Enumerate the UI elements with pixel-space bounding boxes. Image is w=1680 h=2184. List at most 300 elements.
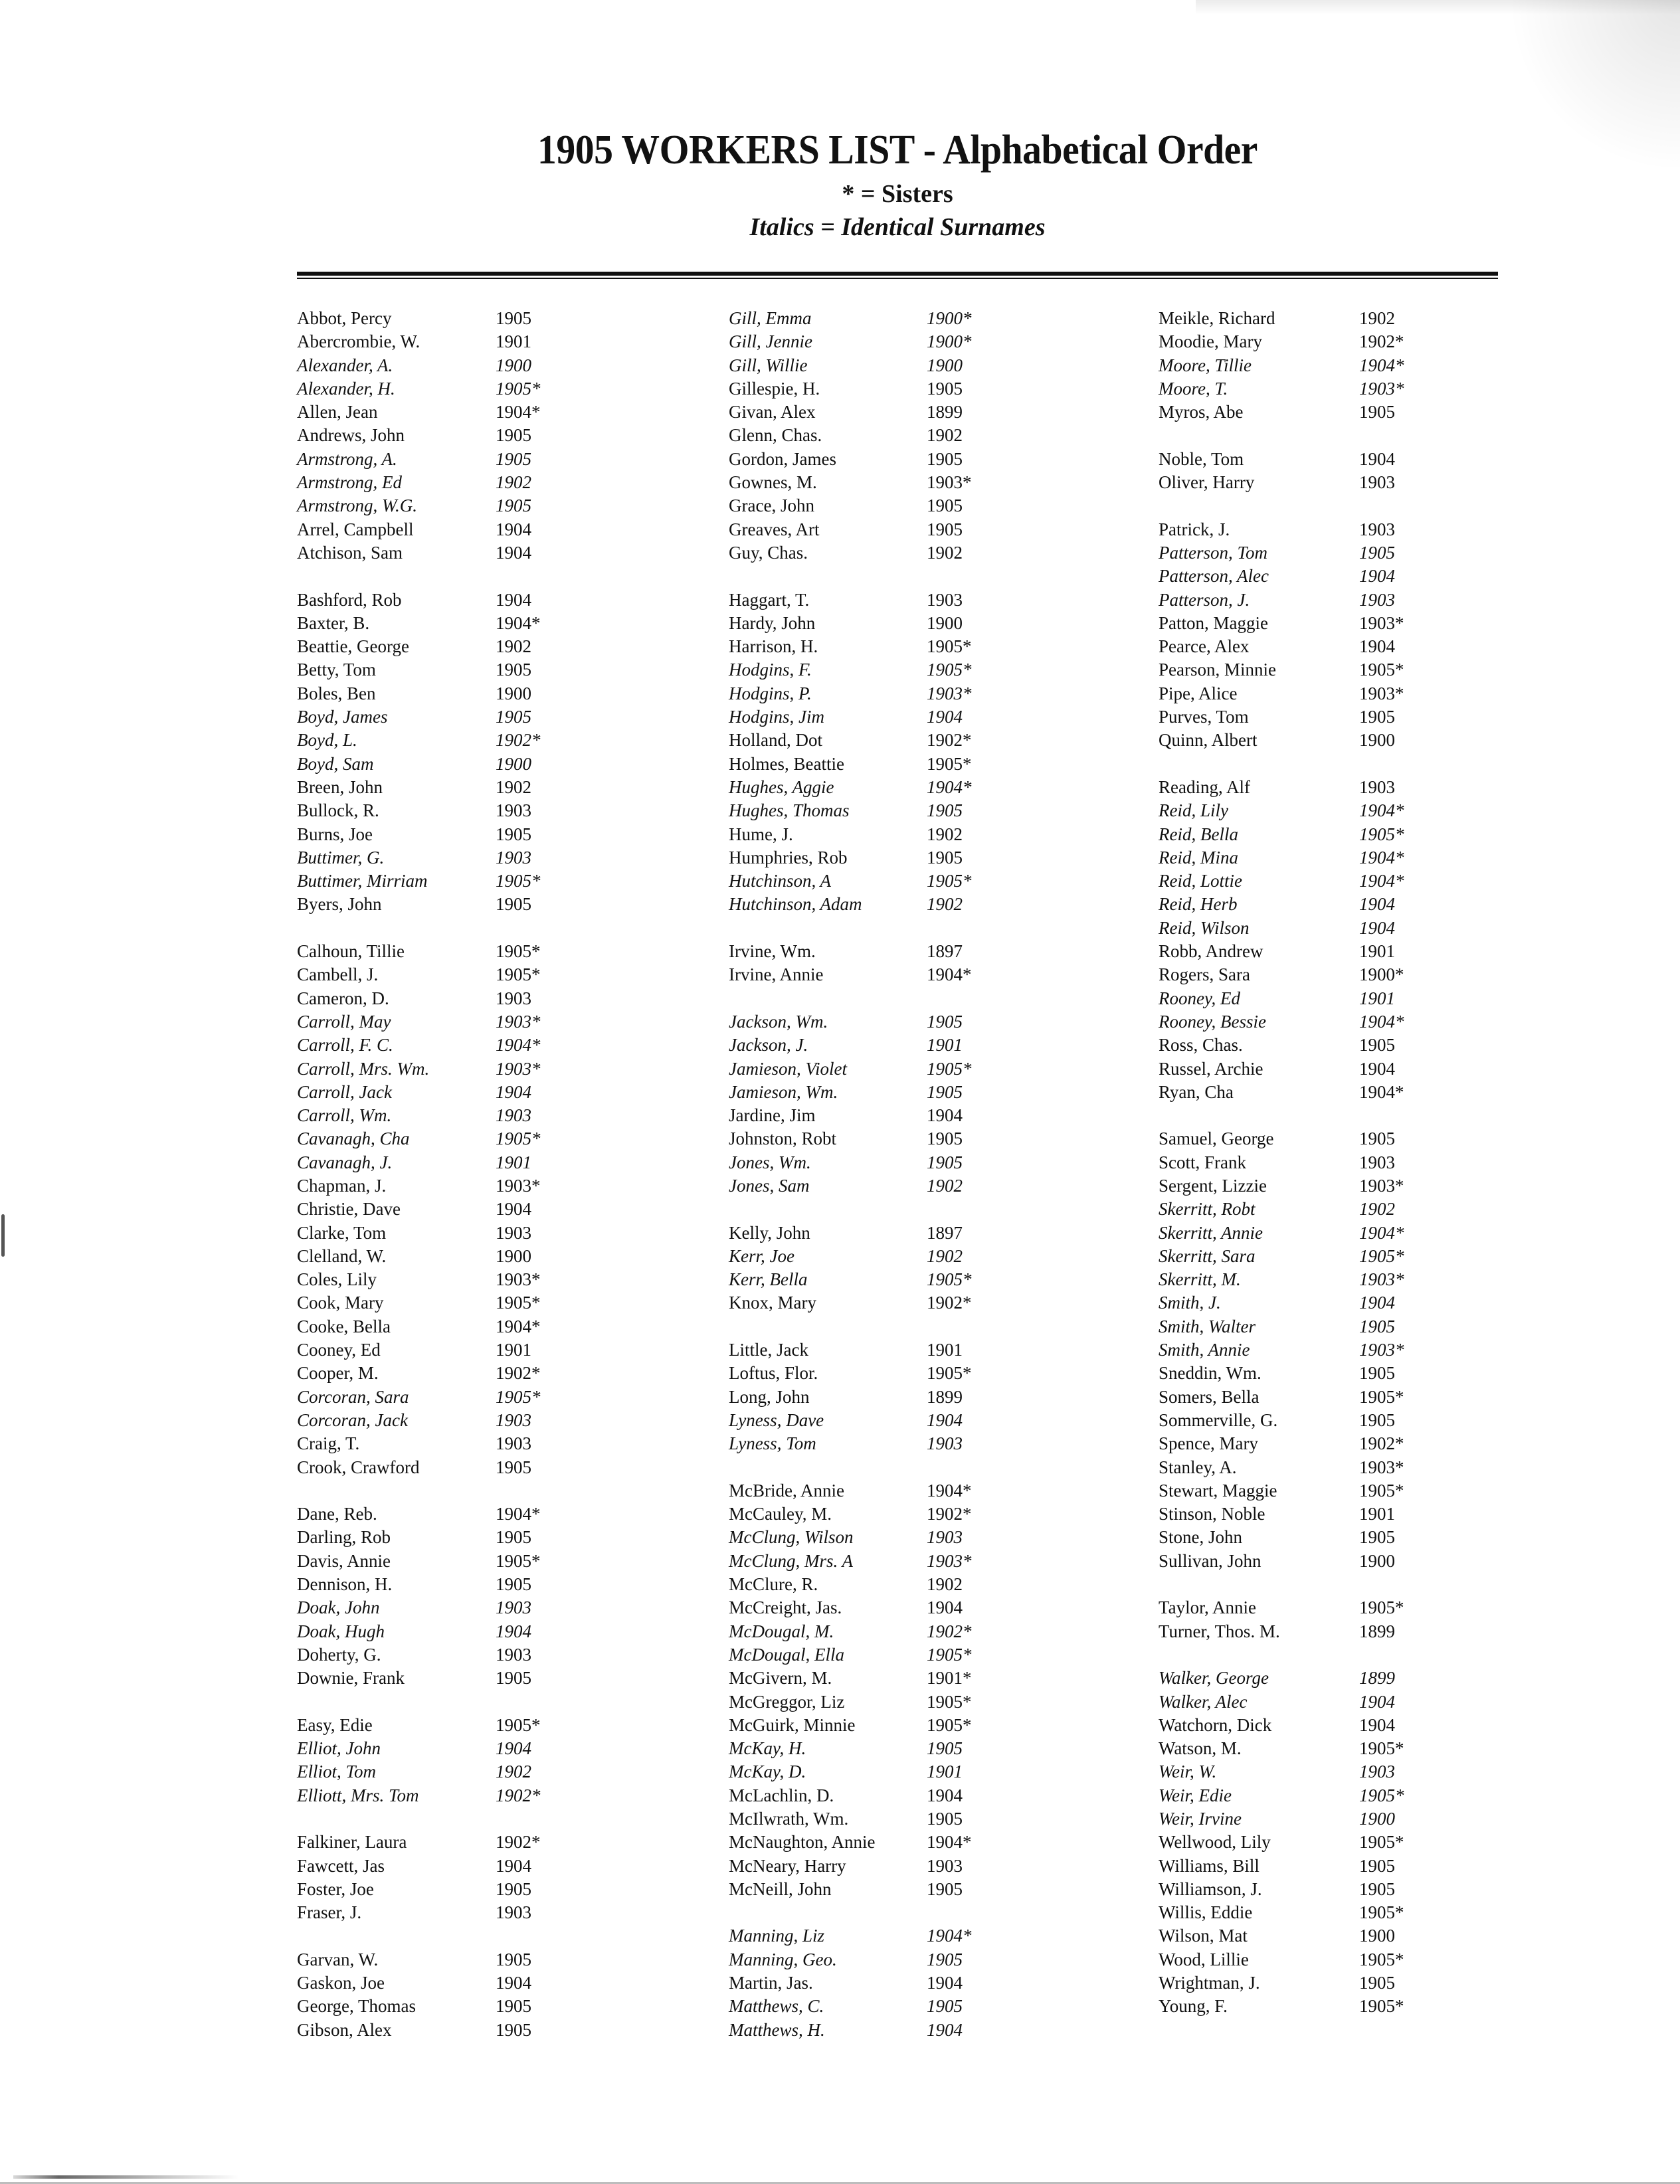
- worker-name: Skerritt, Annie: [1159, 1222, 1263, 1243]
- worker-name: Doak, Hugh: [297, 1621, 385, 1641]
- worker-year: 1904: [927, 1785, 963, 1805]
- worker-year: 1902: [927, 1245, 963, 1266]
- worker-name: Little, Jack: [729, 1340, 808, 1360]
- worker-year: 1902*: [496, 1785, 541, 1805]
- worker-name: Boyd, Sam: [297, 753, 374, 774]
- worker-name: Fawcett, Jas: [297, 1855, 385, 1876]
- worker-name: Meikle, Richard: [1159, 308, 1275, 328]
- worker-name: Reid, Bella: [1159, 824, 1238, 844]
- worker-name: Gill, Emma: [729, 308, 812, 328]
- worker-year: 1900: [927, 355, 963, 375]
- worker-year: 1905*: [496, 1293, 541, 1313]
- worker-year: 1905: [496, 448, 531, 469]
- worker-name: Kelly, John: [729, 1222, 810, 1243]
- worker-name: Gill, Jennie: [729, 331, 812, 352]
- worker-name: McBride, Annie: [729, 1480, 844, 1501]
- worker-year: 1904*: [496, 402, 541, 422]
- worker-name: Carroll, F. C.: [297, 1035, 393, 1055]
- worker-name: Glenn, Chas.: [729, 425, 822, 446]
- worker-year: 1900: [1359, 1550, 1395, 1571]
- worker-name: Garvan, W.: [297, 1949, 379, 1969]
- worker-name: Watson, M.: [1159, 1738, 1242, 1759]
- worker-name: Moore, T.: [1159, 378, 1228, 399]
- worker-year: 1904: [1359, 1714, 1395, 1735]
- worker-year: 1899: [1359, 1668, 1395, 1688]
- worker-name: Quinn, Albert: [1159, 730, 1258, 751]
- worker-year: 1903: [1359, 1762, 1395, 1782]
- worker-year: 1905: [496, 496, 531, 516]
- worker-name: McGreggor, Liz: [729, 1691, 845, 1712]
- worker-year: 1900: [1359, 1809, 1395, 1829]
- worker-name: Sullivan, John: [1159, 1550, 1261, 1571]
- worker-year: 1904: [1359, 917, 1395, 938]
- worker-name: Pearson, Minnie: [1159, 660, 1276, 680]
- worker-name: Ryan, Cha: [1159, 1081, 1234, 1102]
- worker-year: 1901: [496, 331, 531, 352]
- worker-name: McGivern, M.: [729, 1668, 832, 1688]
- worker-year: 1904*: [496, 1316, 541, 1336]
- worker-year: 1902: [496, 472, 531, 493]
- worker-name: Stone, John: [1159, 1527, 1243, 1548]
- worker-year: 1904: [496, 1199, 531, 1220]
- worker-year: 1905: [496, 1996, 531, 2017]
- worker-name: Craig, T.: [297, 1433, 360, 1454]
- worker-year: 1905*: [927, 660, 972, 680]
- worker-year: 1905: [1359, 1316, 1395, 1336]
- worker-year: 1905*: [1359, 1386, 1404, 1407]
- worker-year: 1903*: [927, 683, 972, 703]
- worker-year: 1905: [927, 1878, 963, 1899]
- worker-year: 1902: [927, 1574, 963, 1595]
- worker-year: 1905*: [927, 1269, 972, 1290]
- worker-year: 1905*: [1359, 1480, 1404, 1501]
- worker-name: Sommerville, G.: [1159, 1410, 1278, 1430]
- worker-year: 1904*: [1359, 1081, 1404, 1102]
- scan-shadow: [1507, 0, 1680, 173]
- worker-name: Abbot, Percy: [297, 308, 392, 328]
- worker-year: 1904: [1359, 636, 1395, 657]
- worker-name: Irvine, Wm.: [729, 941, 816, 962]
- worker-name: Pearce, Alex: [1159, 636, 1250, 657]
- worker-name: Irvine, Annie: [729, 964, 824, 985]
- worker-name: Gownes, M.: [729, 472, 817, 493]
- worker-name: Gillespie, H.: [729, 378, 820, 399]
- worker-year: 1903*: [1359, 1269, 1404, 1290]
- worker-year: 1901: [1359, 988, 1395, 1008]
- worker-name: Doherty, G.: [297, 1644, 381, 1665]
- worker-name: Russel, Archie: [1159, 1058, 1263, 1079]
- worker-name: Wrightman, J.: [1159, 1973, 1260, 1993]
- worker-name: Abercrombie, W.: [297, 331, 420, 352]
- worker-name: Scott, Frank: [1159, 1152, 1246, 1172]
- worker-name: Skerritt, Sara: [1159, 1245, 1256, 1266]
- worker-name: Manning, Liz: [729, 1926, 825, 1946]
- worker-year: 1905: [496, 308, 531, 328]
- worker-year: 1905: [496, 1574, 531, 1595]
- worker-year: 1905: [927, 1129, 963, 1149]
- worker-year: 1902*: [927, 1621, 972, 1641]
- worker-year: 1904: [496, 542, 531, 563]
- worker-name: Arrel, Campbell: [297, 519, 414, 539]
- worker-year: 1905: [1359, 1129, 1395, 1149]
- worker-name: Bashford, Rob: [297, 589, 402, 610]
- worker-name: Weir, Edie: [1159, 1785, 1232, 1805]
- worker-year: 1905*: [927, 1714, 972, 1735]
- worker-name: McCauley, M.: [729, 1504, 832, 1524]
- worker-year: 1905*: [1359, 1902, 1404, 1923]
- worker-year: 1904: [927, 1410, 963, 1430]
- worker-name: Baxter, B.: [297, 612, 370, 633]
- worker-name: Alexander, A.: [297, 355, 393, 375]
- worker-name: Carroll, Jack: [297, 1081, 392, 1102]
- worker-year: 1899: [1359, 1621, 1395, 1641]
- worker-year: 1903: [496, 988, 531, 1008]
- worker-year: 1905: [496, 1457, 531, 1477]
- worker-name: Grace, John: [729, 496, 814, 516]
- worker-year: 1900: [927, 612, 963, 633]
- worker-name: Hughes, Thomas: [729, 800, 850, 821]
- worker-name: McKay, D.: [729, 1762, 806, 1782]
- worker-name: Carroll, May: [297, 1011, 391, 1032]
- worker-year: 1905: [1359, 1410, 1395, 1430]
- worker-name: Williams, Bill: [1159, 1855, 1260, 1876]
- worker-year: 1903*: [1359, 683, 1404, 703]
- worker-year: 1902*: [496, 1832, 541, 1853]
- worker-year: 1904*: [1359, 871, 1404, 891]
- worker-year: 1901*: [927, 1668, 972, 1688]
- worker-name: Falkiner, Laura: [297, 1832, 407, 1853]
- worker-year: 1903: [1359, 519, 1395, 539]
- worker-name: Rooney, Bessie: [1159, 1011, 1266, 1032]
- worker-name: Andrews, John: [297, 425, 405, 446]
- worker-year: 1905: [927, 448, 963, 469]
- worker-name: Watchorn, Dick: [1159, 1714, 1272, 1735]
- italics-legend: Italics = Identical Surnames: [749, 213, 1046, 241]
- worker-name: Christie, Dave: [297, 1199, 401, 1220]
- worker-year: 1903: [1359, 1152, 1395, 1172]
- worker-name: Hodgins, F.: [729, 660, 812, 680]
- worker-name: Elliott, Mrs. Tom: [297, 1785, 419, 1805]
- worker-name: Hardy, John: [729, 612, 816, 633]
- worker-year: 1903: [496, 1597, 531, 1618]
- worker-year: 1905: [496, 894, 531, 915]
- worker-name: Sneddin, Wm.: [1159, 1363, 1261, 1384]
- worker-year: 1904: [1359, 1691, 1395, 1712]
- worker-year: 1900*: [927, 308, 972, 328]
- worker-year: 1904: [1359, 566, 1395, 587]
- worker-year: 1905: [1359, 1855, 1395, 1876]
- worker-year: 1905*: [927, 1363, 972, 1384]
- worker-name: Pipe, Alice: [1159, 683, 1238, 703]
- worker-name: Moore, Tillie: [1159, 355, 1252, 375]
- worker-year: 1904: [496, 1855, 531, 1876]
- worker-year: 1902: [927, 542, 963, 563]
- worker-name: Cavanagh, Cha: [297, 1129, 410, 1149]
- worker-name: Davis, Annie: [297, 1550, 391, 1571]
- worker-year: 1905: [927, 1152, 963, 1172]
- worker-year: 1900: [496, 683, 531, 703]
- scan-shadow-top: [1196, 0, 1680, 15]
- worker-name: Young, F.: [1159, 1996, 1228, 2017]
- worker-name: Downie, Frank: [297, 1668, 405, 1688]
- worker-name: McDougal, Ella: [729, 1644, 844, 1665]
- worker-year: 1902: [496, 1762, 531, 1782]
- worker-year: 1904*: [496, 1035, 541, 1055]
- worker-name: Reid, Mina: [1159, 847, 1238, 867]
- worker-name: McNeary, Harry: [729, 1855, 846, 1876]
- worker-year: 1905*: [1359, 1996, 1404, 2017]
- worker-name: Humphries, Rob: [729, 847, 848, 867]
- worker-name: Jackson, Wm.: [729, 1011, 828, 1032]
- worker-year: 1902*: [496, 1363, 541, 1384]
- worker-name: McGuirk, Minnie: [729, 1714, 856, 1735]
- worker-name: Foster, Joe: [297, 1878, 374, 1899]
- header-rule-thin: [297, 278, 1498, 279]
- worker-year: 1905: [496, 425, 531, 446]
- worker-year: 1903: [1359, 589, 1395, 610]
- worker-year: 1903*: [1359, 1175, 1404, 1196]
- worker-name: Corcoran, Jack: [297, 1410, 408, 1430]
- worker-year: 1905*: [496, 1714, 541, 1735]
- worker-name: Kerr, Bella: [729, 1269, 808, 1290]
- worker-name: Willis, Eddie: [1159, 1902, 1253, 1923]
- worker-year: 1905*: [1359, 1597, 1404, 1618]
- worker-name: Harrison, H.: [729, 636, 818, 657]
- worker-year: 1903: [1359, 472, 1395, 493]
- worker-name: Armstrong, A.: [297, 448, 397, 469]
- worker-year: 1903: [927, 1527, 963, 1548]
- worker-year: 1899: [927, 402, 963, 422]
- worker-year: 1904: [496, 1973, 531, 1993]
- worker-year: 1905*: [927, 1644, 972, 1665]
- worker-name: Bullock, R.: [297, 800, 379, 821]
- worker-year: 1901: [1359, 1504, 1395, 1524]
- worker-name: Matthews, H.: [729, 2019, 825, 2040]
- worker-year: 1903: [927, 589, 963, 610]
- worker-name: Hodgins, P.: [729, 683, 812, 703]
- worker-year: 1904: [1359, 894, 1395, 915]
- worker-name: Buttimer, G.: [297, 847, 385, 867]
- worker-year: 1905: [496, 707, 531, 727]
- worker-name: Skerritt, M.: [1159, 1269, 1241, 1290]
- worker-year: 1904*: [927, 1480, 972, 1501]
- worker-name: Williamson, J.: [1159, 1878, 1262, 1899]
- worker-name: Skerritt, Robt: [1159, 1199, 1256, 1220]
- worker-name: Fraser, J.: [297, 1902, 362, 1923]
- worker-name: Rogers, Sara: [1159, 964, 1250, 985]
- worker-year: 1904*: [927, 964, 972, 985]
- worker-name: McClure, R.: [729, 1574, 818, 1595]
- worker-year: 1905*: [1359, 1738, 1404, 1759]
- worker-year: 1905*: [927, 1691, 972, 1712]
- worker-name: Jones, Wm.: [729, 1152, 811, 1172]
- worker-year: 1903: [496, 1433, 531, 1454]
- worker-year: 1903: [927, 1855, 963, 1876]
- worker-year: 1905*: [927, 1058, 972, 1079]
- worker-name: Moodie, Mary: [1159, 331, 1262, 352]
- worker-name: Lyness, Tom: [729, 1433, 816, 1454]
- worker-year: 1900: [496, 753, 531, 774]
- worker-year: 1903*: [496, 1175, 541, 1196]
- worker-name: George, Thomas: [297, 1996, 416, 2017]
- worker-year: 1904: [496, 589, 531, 610]
- worker-name: Hughes, Aggie: [729, 776, 834, 797]
- page-header: [297, 130, 1498, 240]
- worker-name: McCreight, Jas.: [729, 1597, 842, 1618]
- worker-name: Manning, Geo.: [729, 1949, 837, 1969]
- worker-name: Holland, Dot: [729, 730, 822, 751]
- worker-name: Jackson, J.: [729, 1035, 808, 1055]
- worker-name: Cook, Mary: [297, 1293, 384, 1313]
- worker-year: 1902*: [496, 730, 541, 751]
- worker-year: 1904: [927, 707, 963, 727]
- worker-year: 1905: [1359, 1878, 1395, 1899]
- worker-year: 1904: [927, 2019, 963, 2040]
- worker-name: Byers, John: [297, 894, 382, 915]
- worker-year: 1897: [927, 1222, 963, 1243]
- worker-name: Clelland, W.: [297, 1245, 387, 1266]
- worker-year: 1905: [496, 1527, 531, 1548]
- worker-name: McClung, Wilson: [729, 1527, 854, 1548]
- worker-name: Carroll, Mrs. Wm.: [297, 1058, 430, 1079]
- worker-name: Jamieson, Wm.: [729, 1081, 838, 1102]
- worker-year: 1902: [1359, 1199, 1395, 1220]
- worker-name: Wellwood, Lily: [1159, 1832, 1271, 1853]
- worker-name: Carroll, Wm.: [297, 1105, 392, 1126]
- worker-name: Johnston, Robt: [729, 1129, 837, 1149]
- worker-year: 1902: [496, 636, 531, 657]
- worker-year: 1905: [496, 2019, 531, 2040]
- worker-year: 1905*: [496, 1550, 541, 1571]
- worker-name: Corcoran, Sara: [297, 1386, 409, 1407]
- worker-year: 1905: [927, 1949, 963, 1969]
- worker-year: 1902*: [1359, 1433, 1404, 1454]
- worker-year: 1902: [1359, 308, 1395, 328]
- worker-year: 1900: [496, 1245, 531, 1266]
- worker-year: 1905*: [1359, 1785, 1404, 1805]
- worker-year: 1905: [496, 1668, 531, 1688]
- worker-year: 1903*: [1359, 612, 1404, 633]
- worker-name: Reid, Herb: [1159, 894, 1238, 915]
- worker-name: Kerr, Joe: [729, 1245, 794, 1266]
- worker-name: McNaughton, Annie: [729, 1832, 876, 1853]
- worker-name: Smith, Walter: [1159, 1316, 1256, 1336]
- worker-year: 1905: [1359, 1035, 1395, 1055]
- worker-year: 1904*: [927, 1926, 972, 1946]
- worker-name: Hume, J.: [729, 824, 793, 844]
- worker-name: Hutchinson, A: [729, 871, 831, 891]
- worker-year: 1900*: [1359, 964, 1404, 985]
- worker-name: Allen, Jean: [297, 402, 378, 422]
- worker-name: Wilson, Mat: [1159, 1926, 1248, 1946]
- worker-year: 1905*: [927, 753, 972, 774]
- worker-year: 1899: [927, 1386, 963, 1407]
- worker-name: Somers, Bella: [1159, 1386, 1260, 1407]
- worker-year: 1903: [496, 1410, 531, 1430]
- worker-year: 1903: [496, 1222, 531, 1243]
- worker-year: 1903*: [1359, 1340, 1404, 1360]
- worker-year: 1902: [927, 824, 963, 844]
- worker-year: 1904: [496, 1621, 531, 1641]
- worker-name: McLachlin, D.: [729, 1785, 834, 1805]
- worker-year: 1901: [496, 1152, 531, 1172]
- worker-year: 1904: [1359, 1293, 1395, 1313]
- worker-year: 1904*: [1359, 355, 1404, 375]
- worker-name: Turner, Thos. M.: [1159, 1621, 1280, 1641]
- worker-year: 1903*: [1359, 378, 1404, 399]
- worker-year: 1897: [927, 941, 963, 962]
- worker-name: Jardine, Jim: [729, 1105, 816, 1126]
- worker-year: 1903*: [927, 1550, 972, 1571]
- worker-name: Rooney, Ed: [1159, 988, 1240, 1008]
- worker-name: Boyd, L.: [297, 730, 357, 751]
- worker-year: 1904: [1359, 448, 1395, 469]
- worker-year: 1903: [496, 1902, 531, 1923]
- worker-name: Betty, Tom: [297, 660, 376, 680]
- worker-name: Reid, Lily: [1159, 800, 1228, 821]
- worker-year: 1901: [927, 1762, 963, 1782]
- worker-year: 1904: [927, 1597, 963, 1618]
- worker-year: 1904: [496, 1081, 531, 1102]
- worker-year: 1902*: [1359, 331, 1404, 352]
- header-rule-thick: [297, 272, 1498, 276]
- worker-year: 1900: [1359, 1926, 1395, 1946]
- worker-year: 1905*: [1359, 1245, 1404, 1266]
- worker-name: McDougal, M.: [729, 1621, 834, 1641]
- worker-year: 1904*: [1359, 847, 1404, 867]
- worker-name: Guy, Chas.: [729, 542, 808, 563]
- worker-year: 1905: [927, 519, 963, 539]
- worker-name: Boles, Ben: [297, 683, 376, 703]
- worker-name: Stewart, Maggie: [1159, 1480, 1277, 1501]
- worker-year: 1902: [496, 776, 531, 797]
- worker-year: 1904*: [1359, 1222, 1404, 1243]
- worker-year: 1902: [927, 425, 963, 446]
- worker-name: Reading, Alf: [1159, 776, 1250, 797]
- worker-name: Chapman, J.: [297, 1175, 387, 1196]
- worker-year: 1905*: [1359, 1832, 1404, 1853]
- worker-name: Dennison, H.: [297, 1574, 393, 1595]
- worker-name: Reid, Lottie: [1159, 871, 1242, 891]
- worker-year: 1905*: [927, 871, 972, 891]
- worker-year: 1905: [927, 1011, 963, 1032]
- worker-year: 1904*: [1359, 800, 1404, 821]
- worker-name: Knox, Mary: [729, 1293, 816, 1313]
- worker-name: Gordon, James: [729, 448, 836, 469]
- worker-name: Armstrong, Ed: [297, 472, 403, 493]
- worker-name: Doak, John: [297, 1597, 380, 1618]
- worker-year: 1905*: [927, 636, 972, 657]
- page-title: 1905 WORKERS LIST - Alphabetical Order: [537, 128, 1258, 173]
- worker-name: Burns, Joe: [297, 824, 373, 844]
- worker-name: Cavanagh, J.: [297, 1152, 393, 1172]
- worker-name: Sergent, Lizzie: [1159, 1175, 1267, 1196]
- worker-year: 1905*: [1359, 1949, 1404, 1969]
- worker-year: 1905*: [1359, 824, 1404, 844]
- worker-year: 1905: [1359, 1363, 1395, 1384]
- worker-name: Lyness, Dave: [729, 1410, 824, 1430]
- worker-year: 1902*: [927, 1293, 972, 1313]
- worker-year: 1901: [1359, 941, 1395, 962]
- worker-name: Martin, Jas.: [729, 1973, 813, 1993]
- worker-year: 1903*: [927, 472, 972, 493]
- worker-name: Cooney, Ed: [297, 1340, 381, 1360]
- worker-name: Dane, Reb.: [297, 1504, 377, 1524]
- worker-year: 1902*: [927, 1504, 972, 1524]
- worker-year: 1905*: [496, 378, 541, 399]
- worker-year: 1904: [927, 1973, 963, 1993]
- worker-name: Myros, Abe: [1159, 402, 1244, 422]
